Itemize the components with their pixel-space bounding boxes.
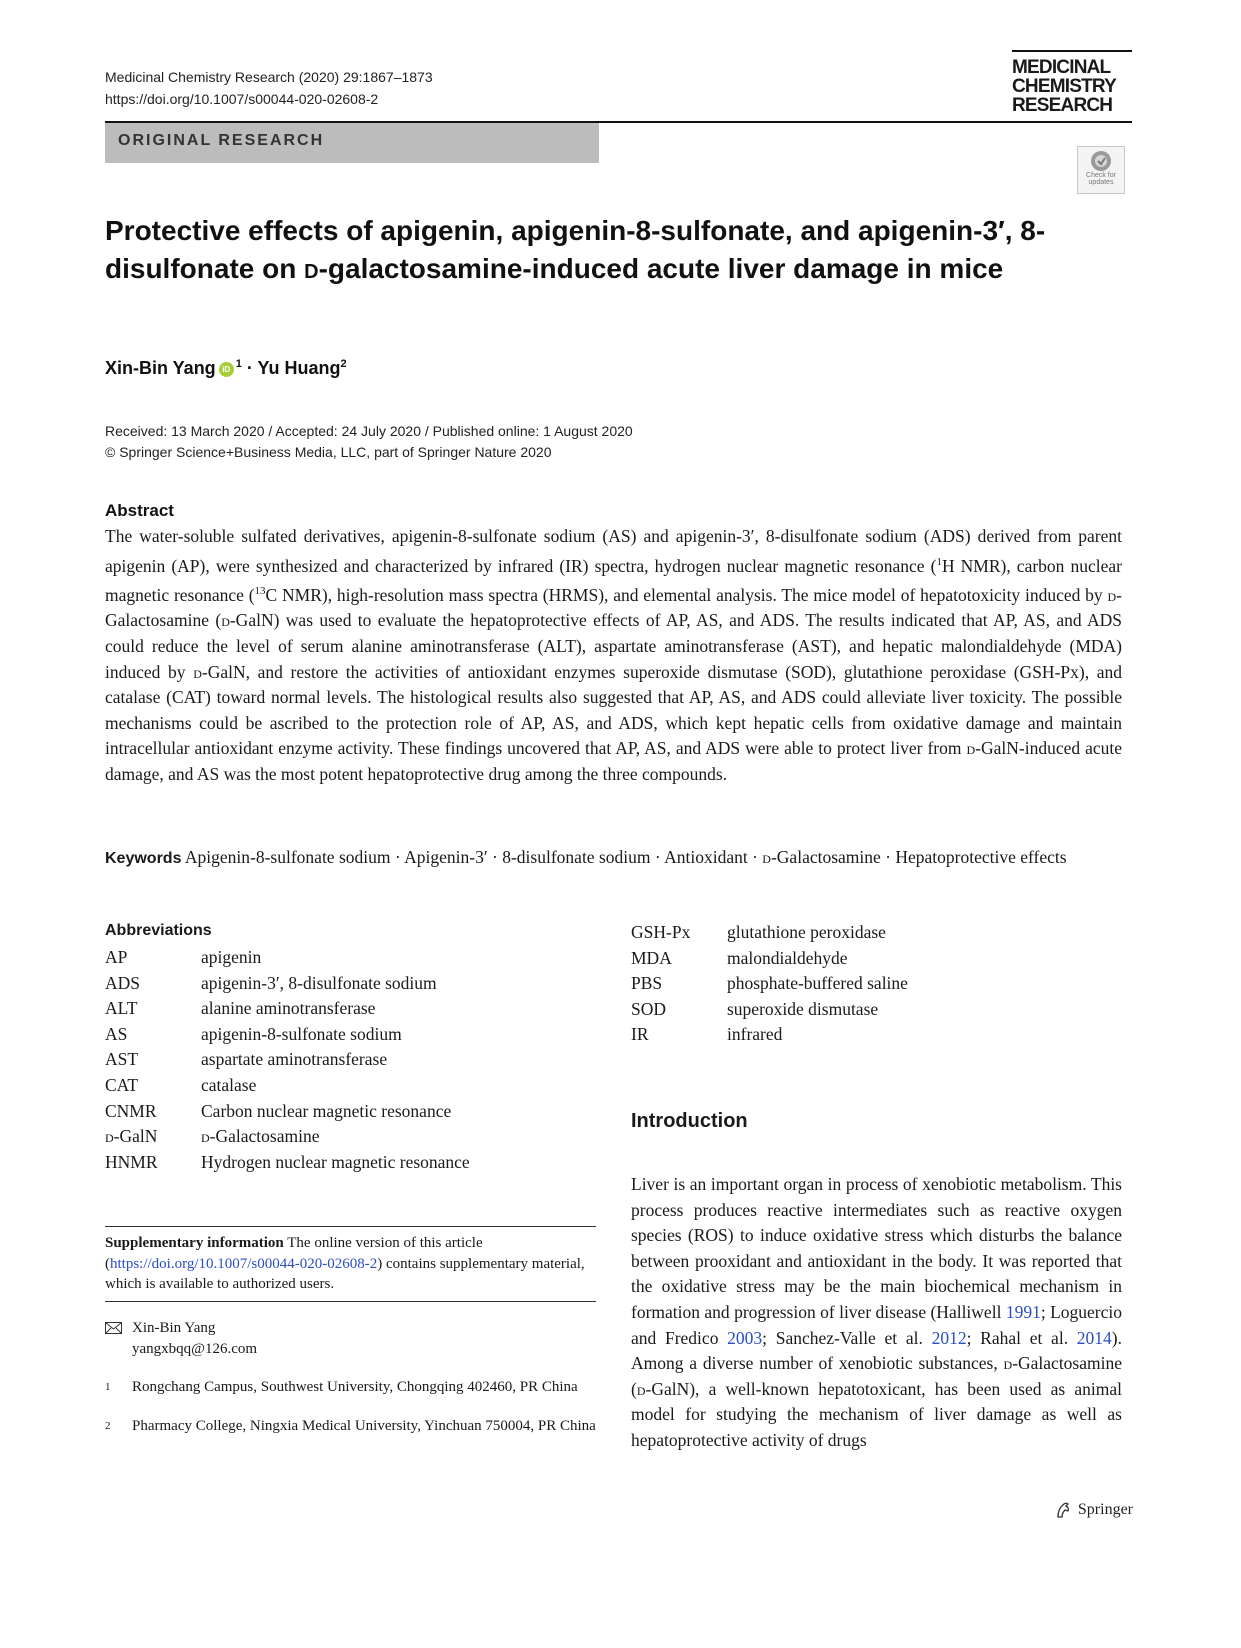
sc-d-2: d <box>221 610 230 631</box>
abbrev-value: phosphate-buffered saline <box>727 973 908 994</box>
abstract-text-b: H NMR), carbon nuclear magnetic resonance ( <box>105 555 1122 605</box>
abbrev-value: glutathione peroxidase <box>727 922 886 942</box>
abbrev-key: MDA <box>631 947 672 968</box>
keyword-separator: · <box>390 847 405 867</box>
journal-citation-block <box>105 66 433 110</box>
sc-d-4: d <box>966 738 976 759</box>
title-small-caps-d: d <box>304 253 319 284</box>
abbrev-value: Hydrogen nuclear magnetic resonance <box>201 1151 470 1172</box>
publication-dates <box>105 421 633 463</box>
abbrev-row <box>105 971 605 997</box>
abbrev-value: superoxide dismutase <box>727 998 879 1019</box>
abbrev-row <box>105 1022 605 1048</box>
author-list <box>105 358 347 379</box>
abbrev-value-text: -Galactosamine <box>209 1126 320 1147</box>
keyword-6: Hepatoprotective effects <box>895 847 1067 867</box>
supplementary-text-b: ) contains supplementary material, which is available to authorized users. <box>105 1255 585 1292</box>
abbrev-key: SOD <box>631 998 667 1019</box>
keyword-separator: · <box>487 847 503 867</box>
abbrev-key: CNMR <box>105 1100 157 1121</box>
supplementary-text-a: The online version of this article ( <box>105 1235 483 1272</box>
abbrev-row <box>105 1047 605 1073</box>
abbrev-value: catalase <box>201 1074 257 1095</box>
keyword-separator: · <box>650 847 665 867</box>
corresponding-author-details <box>132 1318 257 1359</box>
abstract-text-d: -Galactosamine ( <box>105 584 1122 631</box>
abstract-text-a: The water-soluble sulfated derivatives, apigenin-8-sulfonate sodium (AS) and apigenin-3′, 8-disulfonate sodium (ADS) derived from parent apigenin (AP), were synthesized and characterized by infrared (IR) spectra, hydrogen nuclear magnetic resonance ( <box>105 526 1122 576</box>
abbrev-key-text: -GalN <box>113 1126 158 1147</box>
supplementary-info-box <box>105 1226 596 1302</box>
abbrev-value: apigenin <box>201 947 262 967</box>
sup-1: 1 <box>936 555 942 568</box>
sup-13: 13 <box>254 585 266 598</box>
abbrev-key: AST <box>105 1049 139 1070</box>
logo-line-2: CHEMISTRY <box>1012 76 1116 97</box>
introduction-body <box>631 1172 1122 1454</box>
abstract-text-f: -GalN, and restore the activities of antioxidant enzymes superoxide dismutase (SOD), glutathione peroxidase (GSH-Px), and catalase (CAT) toward normal levels. The histological results also suggested that AP, AS, and ADS could alleviate liver toxicity. The possible mechanisms could be ascribed to the protection role of AP, AS, and ADS, which kept hepatic cells from oxidative damage and maintain intracellular antioxidant enzyme activity. These findings uncovered that AP, AS, and ADS were able to protect liver from <box>105 661 1122 759</box>
abbrev-value: infrared <box>727 1024 783 1045</box>
abbrev-value: malondialdehyde <box>727 947 848 968</box>
abstract-text-c: C NMR), high-resolution mass spectra (HRMS), and elemental analysis. The mice model of hepatotoxicity induced by <box>265 584 1108 605</box>
envelope-icon <box>105 1322 123 1334</box>
keywords-label: Keywords <box>105 850 182 867</box>
intro-text-e: ). Among a diverse number of xenobiotic substances, <box>631 1327 1122 1374</box>
abbrev-key: HNMR <box>105 1151 158 1172</box>
abstract-heading: Abstract <box>105 501 174 520</box>
abbrev-value: apigenin-3′, 8-disulfonate sodium <box>201 972 437 993</box>
abbrev-value: alanine aminotransferase <box>201 998 376 1019</box>
keyword-5-sc-d: d <box>762 847 771 867</box>
author-1[interactable]: Xin-Bin Yang <box>105 358 216 378</box>
keyword-1: Apigenin-8-sulfonate sodium <box>184 847 391 867</box>
intro-text-f: -Galactosamine ( <box>631 1353 1122 1399</box>
abbrev-value: Carbon nuclear magnetic resonance <box>201 1100 452 1121</box>
correspondence-block <box>105 1318 596 1454</box>
envelope-mark <box>105 1318 132 1359</box>
introduction-heading: Introduction <box>631 1110 748 1132</box>
abbrev-row <box>105 1099 605 1125</box>
check-updates-icon <box>1090 150 1112 172</box>
sc-d-3: d <box>193 661 202 682</box>
publisher-footer <box>1053 1500 1133 1520</box>
logo-line-1: MEDICINAL <box>1012 57 1111 78</box>
affiliation-1 <box>105 1377 596 1398</box>
sc-d: d <box>1003 1353 1013 1374</box>
publisher-name: Springer <box>1077 1501 1133 1518</box>
abstract-body <box>105 524 1122 788</box>
copyright-line: © Springer Science+Business Media, LLC, part of Springer Nature 2020 <box>105 444 552 460</box>
affiliation-mark: 2 <box>105 1419 111 1432</box>
abbrev-key: CAT <box>105 1074 139 1095</box>
journal-citation: Medicinal Chemistry Research (2020) 29:1867–1873 <box>105 69 433 85</box>
abbrev-key <box>105 1124 201 1150</box>
abbrev-row <box>631 997 1111 1023</box>
abbrev-value: apigenin-8-sulfonate sodium <box>201 1023 402 1044</box>
dates-line: Received: 13 March 2020 / Accepted: 24 July 2020 / Published online: 1 August 2020 <box>105 423 633 439</box>
abbrev-value <box>201 1124 319 1150</box>
intro-text-c: ; Sanchez-Valle et al. <box>762 1327 932 1348</box>
citation-link[interactable]: 2012 <box>931 1327 967 1348</box>
abbrev-row <box>105 1124 605 1150</box>
abbrev-row <box>105 996 605 1022</box>
abbreviations-list-2 <box>631 920 1111 1048</box>
abstract-text-e: -GalN) was used to evaluate the hepatoprotective effects of AP, AS, and ADS. The results indicated that AP, AS, and ADS could reduce the level of serum alanine aminotransferase (ALT), aspartate aminotransferase (AST), and hepatic malondialdehyde (MDA) induced by <box>105 610 1123 682</box>
orcid-icon[interactable]: iD <box>219 362 234 377</box>
keyword-separator: · <box>747 847 763 867</box>
supplementary-link[interactable]: https://doi.org/10.1007/s00044-020-02608-2 <box>110 1255 378 1272</box>
abbrev-row <box>631 971 1111 997</box>
sc-d-1: d <box>1107 584 1117 605</box>
journal-logo <box>1012 50 1132 115</box>
abstract-text-g: -GalN-induced acute damage, and AS was the most potent hepatoprotective drug among the three compounds. <box>105 738 1122 784</box>
abbrev-row <box>105 945 605 971</box>
abbrev-key: GSH-Px <box>631 922 691 942</box>
affiliation-text: Pharmacy College, Ningxia Medical University, Yinchuan 750004, PR China <box>132 1417 596 1434</box>
corresponding-author <box>105 1318 596 1359</box>
affiliation-text: Rongchang Campus, Southwest University, Chongqing 402460, PR China <box>132 1379 578 1395</box>
keywords <box>105 845 1122 872</box>
abbreviations-list-1 <box>105 945 605 1175</box>
abbrev-key: AP <box>105 947 128 967</box>
sc-d: d <box>636 1378 646 1399</box>
author-separator: · <box>241 358 258 378</box>
intro-text-g: -GalN), a well-known hepatotoxicant, has been used as animal model for studying the mechanism of liver damage as well as hepatoprotective activity of drugs <box>631 1378 1122 1450</box>
abbrev-row <box>105 1150 605 1176</box>
check-updates-label: Check for updates <box>1086 172 1116 186</box>
abbrev-row <box>631 946 1111 972</box>
abbrev-row <box>631 920 1111 946</box>
abbrev-value: aspartate aminotransferase <box>201 1049 388 1070</box>
article-title <box>105 212 1085 288</box>
author-1-affiliation-mark: 1 <box>235 358 242 370</box>
intro-text-d: ; Rahal et al. <box>966 1327 1077 1348</box>
citation-link[interactable]: 1991 <box>1005 1301 1041 1322</box>
corresponding-author-name: Xin-Bin Yang <box>132 1320 216 1336</box>
abbrev-row <box>105 1073 605 1099</box>
springer-horse-icon <box>1053 1500 1073 1520</box>
doi-link[interactable]: https://doi.org/10.1007/s00044-020-02608-2 <box>105 91 379 107</box>
keyword-2: Apigenin-3′ <box>404 847 488 867</box>
abbrev-key: AS <box>105 1023 128 1044</box>
affiliation-mark: 1 <box>105 1381 111 1393</box>
author-2[interactable]: Yu Huang <box>257 358 341 378</box>
citation-link[interactable]: 2014 <box>1076 1327 1112 1348</box>
affiliation-2 <box>105 1416 596 1437</box>
keyword-4: Antioxidant <box>664 847 748 867</box>
intro-text-a: Liver is an important organ in process of xenobiotic metabolism. This process produces reactive intermediates such as reactive oxygen species (ROS) to induce oxidative stress which disturbs the balance between prooxidant and antioxidant in the body. It was reported that the oxidative stress may be the main biochemical mechanism in formation and progression of liver disease (Halliwell <box>631 1174 1122 1322</box>
title-part-1: Protective effects of apigenin, apigenin-8-sulfonate, and apigenin-3′, 8-disulfonate on <box>105 215 1046 284</box>
supplementary-label: Supplementary information <box>105 1235 284 1251</box>
check-for-updates-button[interactable] <box>1077 146 1125 194</box>
author-2-affiliation-mark: 2 <box>340 358 347 370</box>
sc-d: d <box>201 1126 210 1147</box>
abbrev-key: IR <box>631 1024 649 1045</box>
article-type: ORIGINAL RESEARCH <box>118 132 325 149</box>
logo-line-3: RESEARCH <box>1012 95 1113 116</box>
sc-d: d <box>105 1126 114 1147</box>
keyword-5: -Galactosamine <box>770 847 881 867</box>
abbrev-key: ADS <box>105 972 141 993</box>
abbrev-row <box>631 1022 1111 1048</box>
intro-text-b: ; Loguercio and Fredico <box>631 1301 1122 1348</box>
keyword-3: 8-disulfonate sodium <box>502 847 651 867</box>
abbreviations-heading: Abbreviations <box>105 922 212 939</box>
citation-link[interactable]: 2003 <box>727 1327 763 1348</box>
corresponding-author-email[interactable]: yangxbqq@126.com <box>132 1340 258 1357</box>
keyword-separator: · <box>880 847 896 867</box>
abbrev-key: PBS <box>631 973 663 994</box>
abbrev-key: ALT <box>105 998 138 1019</box>
title-part-2: -galactosamine-induced acute liver damage in mice <box>318 253 1004 284</box>
